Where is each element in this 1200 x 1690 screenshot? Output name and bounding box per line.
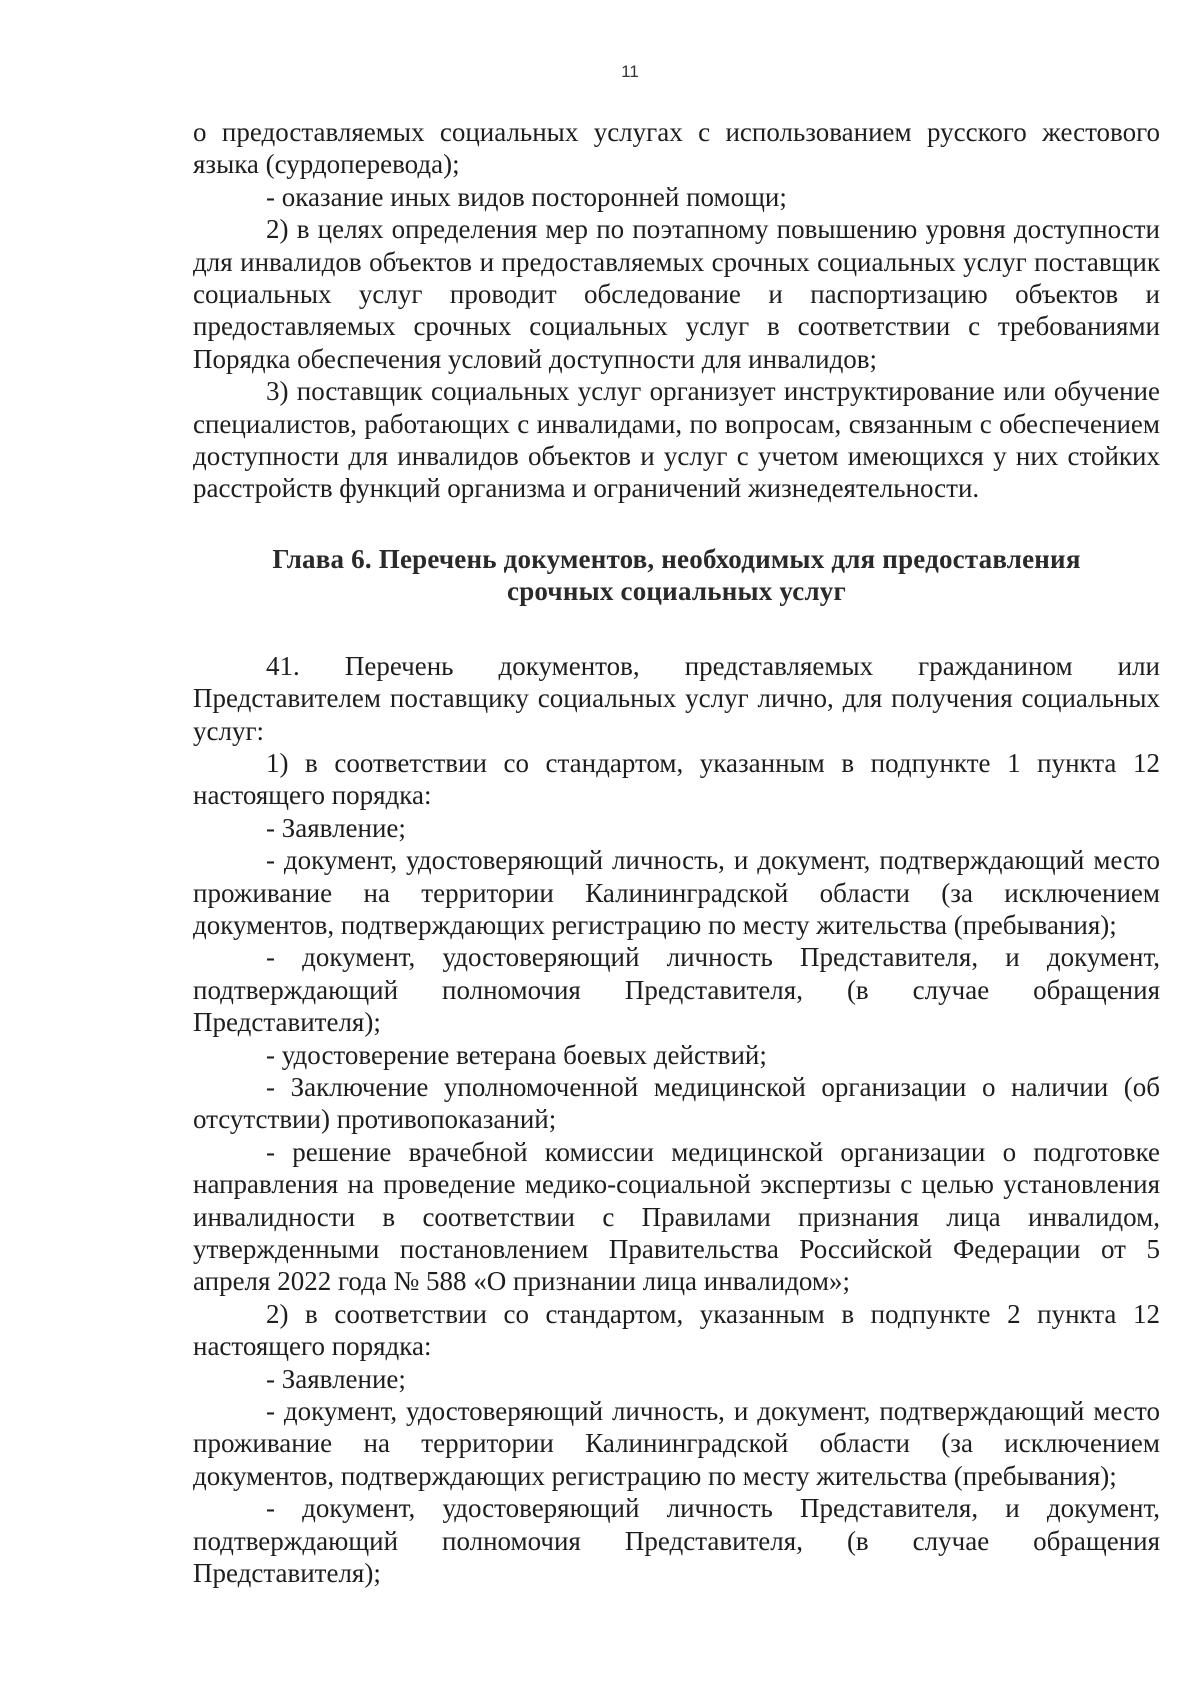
list-item: - Заявление;	[266, 1363, 406, 1394]
chapter-heading-line-2: срочных социальных услуг	[507, 576, 846, 607]
page-number: 11	[621, 62, 639, 81]
list-item: - удостоверение ветерана боевых действий;	[266, 1039, 767, 1070]
paragraph-item-3: 3) поставщик социальных услуг организует инструктирование или обучение специалистов, работающих с инвалидами, по вопросам, связанным с обеспечением доступности для инвалидов объектов и услуг с учетом имеющихся у них стойких расстройств функций организма и ограничений жизнедеятельности.	[193, 376, 1160, 504]
list-item: - документ, удостоверяющий личность, и документ, подтверждающий место проживание на территории Калининградской области (за исключением документов, подтверждающих регистрацию по месту жительства (пребывания);	[193, 845, 1160, 940]
list-item-other-assistance: - оказание иных видов посторонней помощи;	[266, 181, 787, 212]
paragraph-41: 41. Перечень документов, представляемых гражданином или Представителем поставщику социальных услуг лично, для получения социальных услуг:	[193, 650, 1160, 746]
list-item: - решение врачебной комиссии медицинской организации о подготовке направления на проведение медико-социальной экспертизы с целью установления инвалидности в соответствии с Правилами признания лица инвалидом, утвержденными постановлением Правительства Российской Федерации от 5 апреля 2022 года № 588 «О признании лица инвалидом»;	[193, 1136, 1160, 1297]
paragraph-continuation: о предоставляемых социальных услугах с использованием русского жестового языка (сурдоперевода);	[193, 117, 1160, 180]
paragraph-item-2: 2) в целях определения мер по поэтапному повышению уровня доступности для инвалидов объектов и предоставляемых срочных социальных услуг поставщик социальных услуг проводит обследование и паспортизацию объектов и предоставляемых срочных социальных услуг в соответствии с требованиями Порядка обеспечения условий доступности для инвалидов;	[193, 214, 1160, 374]
list-item: - документ, удостоверяющий личность, и документ, подтверждающий место проживание на территории Калининградской области (за исключением документов, подтверждающих регистрацию по месту жительства (пребывания);	[193, 1396, 1160, 1491]
list-item: - Заявление;	[266, 812, 406, 843]
list-item: - документ, удостоверяющий личность Представителя, и документ, подтверждающий полномочия Представителя, (в случае обращения Представителя);	[193, 942, 1160, 1038]
paragraph-sub-1: 1) в соответствии со стандартом, указанным в подпункте 1 пункта 12 настоящего порядка:	[193, 747, 1160, 811]
chapter-heading	[193, 543, 1160, 608]
paragraph-sub-2: 2) в соответствии со стандартом, указанным в подпункте 2 пункта 12 настоящего порядка:	[193, 1298, 1160, 1362]
chapter-heading-line-1: Глава 6. Перечень документов, необходимых для предоставления	[272, 543, 1081, 574]
document-body	[193, 116, 1160, 1589]
list-item: - документ, удостоверяющий личность Представителя, и документ, подтверждающий полномочия Представителя, (в случае обращения Представителя);	[193, 1493, 1160, 1589]
list-item: - Заключение уполномоченной медицинской организации о наличии (об отсутствии) противопоказаний;	[193, 1071, 1160, 1135]
